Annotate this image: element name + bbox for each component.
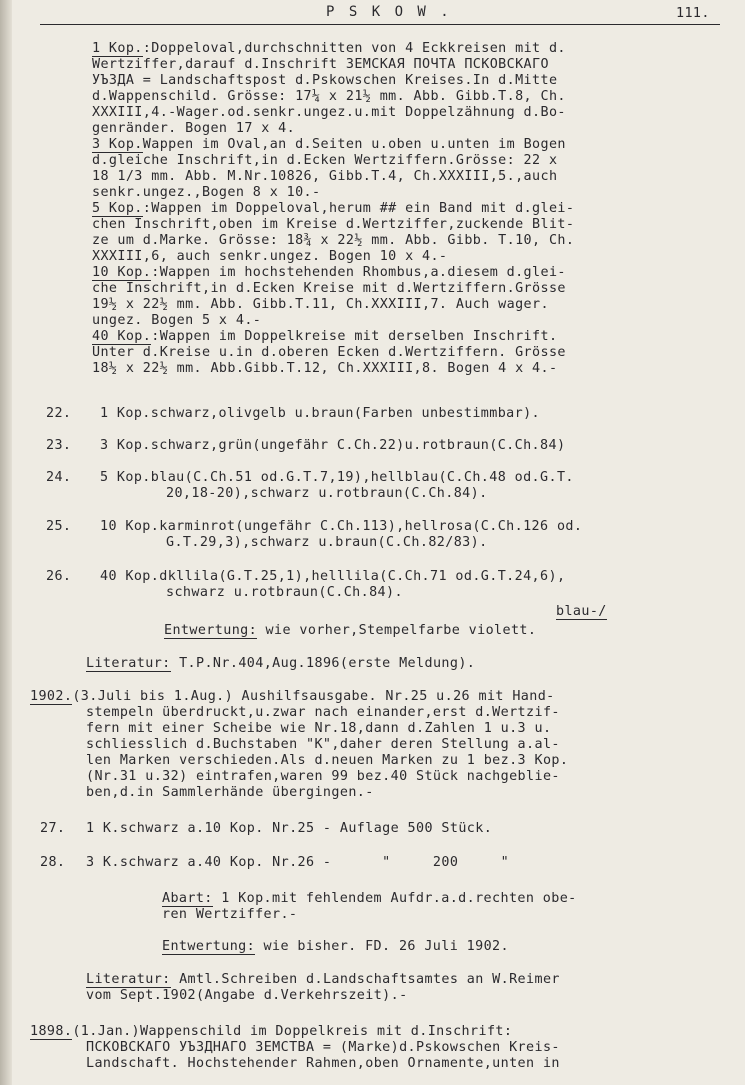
description-line (86, 737, 560, 753)
entry-text (100, 406, 540, 422)
description-line (92, 249, 447, 265)
entwertung-label: Entwertung: (164, 623, 258, 638)
entry-text-line: 5 Kop.blau(C.Ch.51 od.G.T.7,19),hellblau(C.Ch.48 od.G.T. (100, 470, 574, 485)
literatur-label: Literatur: (86, 656, 171, 671)
entry-text (166, 585, 403, 601)
entry-text-line: 1 Kop.schwarz,olivgelb u.braun(Farben unbestimmbar). (100, 406, 541, 421)
entry-text-line: 3 K.schwarz a.40 Kop. Nr.26 - " 200 " (86, 855, 510, 870)
abart-label: Abart: (162, 891, 213, 906)
description-text: (Nr.31 u.32) eintrafen,waren 99 bez.40 Stück nachgeblie- (86, 769, 560, 784)
description-text: Landschaft. Hochstehender Rahmen,oben Ornamente,unten in (86, 1056, 560, 1071)
description-text: :Doppeloval,durchschnitten von 4 Eckkreisen mit d. (142, 41, 566, 56)
description-text: d.gleiche Inschrift,in d.Ecken Wertziffern.Grösse: 22 x (92, 153, 558, 168)
entry-number (46, 406, 71, 422)
description-line (92, 121, 295, 137)
entry-text (100, 470, 574, 486)
entry-text-line: 20,18-20),schwarz u.rotbraun(C.Ch.84). (166, 486, 488, 501)
literatur-line (86, 656, 475, 672)
value-label: 10 Kop. (92, 265, 152, 280)
year-label: 1898. (30, 1024, 73, 1039)
entwertung-label: Entwertung: (162, 939, 256, 954)
entwertung-text: wie bisher. FD. 26 Juli 1902. (255, 939, 509, 954)
entry-text-line: 40 Kop.dkllila(G.T.25,1),helllila(C.Ch.71 od.G.T.24,6), (100, 569, 566, 584)
entry-number (46, 519, 71, 535)
description-text: len Marken verschieden.Als d.neuen Marken zu 1 bez.3 Kop. (86, 753, 569, 768)
value-label: 1 Kop. (92, 41, 143, 56)
description-line (92, 297, 549, 313)
literatur-line (86, 972, 560, 988)
literatur-line (86, 988, 408, 1004)
handwritten-insert (556, 604, 607, 620)
description-line (92, 345, 566, 361)
entry-number (46, 569, 71, 585)
entry-number (46, 438, 71, 454)
literatur-text: Amtl.Schreiben d.Landschaftsamtes an W.Reimer (170, 972, 560, 987)
description-line (86, 705, 560, 721)
page-number: 111. (676, 6, 710, 21)
description-text: XXXIII,6, auch senkr.ungez. Bogen 10 x 4.- (92, 249, 448, 264)
description-text: Wappen im Oval,an d.Seiten u.oben u.unten im Bogen (142, 137, 566, 152)
entwertung-line (164, 623, 536, 639)
entry-number-text: 25. (46, 519, 72, 534)
description-line (86, 785, 374, 801)
description-text: (1.Jan.)Wappenschild im Doppelkreis mit d.Inschrift: (72, 1024, 513, 1039)
entry-text (86, 855, 509, 871)
entry-number-text: 27. (40, 821, 66, 836)
description-text: senkr.ungez.,Bogen 8 x 10.- (92, 185, 321, 200)
description-line (92, 313, 261, 329)
entry-text (100, 569, 565, 585)
value-label: 5 Kop. (92, 201, 143, 216)
entry-number (40, 855, 65, 871)
entry-text-line: G.T.29,3),schwarz u.braun(C.Ch.82/83). (166, 535, 488, 550)
entwertung-text: wie vorher,Stempelfarbe violett. (257, 623, 537, 638)
description-text: schliesslich d.Buchstaben "K",daher deren Stellung a.al- (86, 737, 560, 752)
description-text: ben,d.in Sammlerhände übergingen.- (86, 785, 374, 800)
entry-text-line: schwarz u.rotbraun(C.Ch.84). (166, 585, 403, 600)
description-line (92, 89, 566, 105)
description-line (92, 265, 566, 281)
description-line (86, 753, 568, 769)
description-line (92, 201, 574, 217)
description-text: ПСКОВСКАГО УЪЗДНАГО ЗЕМСТВА = (Marke)d.Pskowschen Kreis- (86, 1040, 560, 1055)
description-line (92, 217, 574, 233)
description-text: ungez. Bogen 5 x 4.- (92, 313, 262, 328)
description-text: (3.Juli bis 1.Aug.) Aushilfsausgabe. Nr.25 u.26 mit Hand- (72, 689, 555, 704)
entry-text-line: 3 Kop.schwarz,grün(ungefähr C.Ch.22)u.rotbraun(C.Ch.84) (100, 438, 566, 453)
description-line (86, 1040, 560, 1056)
description-line (92, 73, 557, 89)
description-line (86, 721, 551, 737)
description-text: XXXIII,4.-Wager.od.senkr.ungez.u.mit Doppelzähnung d.Bo- (92, 105, 566, 120)
description-line (30, 1024, 512, 1040)
description-line (92, 105, 566, 121)
description-text: :Wappen im hochstehenden Rhombus,a.diesem d.glei- (151, 265, 566, 280)
description-line (92, 185, 320, 201)
page-header-title: P S K O W . (326, 4, 452, 20)
description-text: 19½ x 22½ mm. Abb. Gibb.T.11, Ch.XXXIII,7. Auch wager. (92, 297, 549, 312)
description-text: genränder. Bogen 17 x 4. (92, 121, 296, 136)
description-line (92, 41, 566, 57)
entry-text (86, 821, 492, 837)
entwertung-line (162, 939, 509, 955)
description-text: :Wappen im Doppelkreise mit derselben Inschrift. (151, 329, 558, 344)
description-text: stempeln überdruckt,u.zwar nach einander,erst d.Wertzif- (86, 705, 560, 720)
description-line (92, 57, 549, 73)
abart-text: ren Wertziffer.- (162, 907, 298, 922)
entry-number-text: 24. (46, 470, 72, 485)
description-line (92, 169, 557, 185)
description-line (86, 1056, 560, 1072)
literatur-label: Literatur: (86, 972, 171, 987)
entry-number (40, 821, 65, 837)
abart-line (162, 907, 297, 923)
abart-line (162, 891, 577, 907)
description-text: Unter d.Kreise u.in d.oberen Ecken d.Wertziffern. Grösse (92, 345, 566, 360)
description-text: che Inschrift,in d.Ecken Kreise mit d.Wertziffern.Grösse (92, 281, 566, 296)
description-text: УЪЗДА = Landschaftspost d.Pskowschen Kreises.In d.Mitte (92, 73, 558, 88)
page-edge-shadow (0, 0, 12, 1085)
entry-number-text: 28. (40, 855, 66, 870)
header-rule (40, 24, 720, 25)
description-text: 18½ x 22½ mm. Abb.Gibb.T.12, Ch.XXXIII,8. Bogen 4 x 4.- (92, 361, 558, 376)
entry-text (100, 519, 582, 535)
description-line (30, 689, 555, 705)
description-line (92, 137, 566, 153)
description-line (92, 233, 574, 249)
description-line (92, 281, 566, 297)
description-line (92, 153, 557, 169)
abart-text: 1 Kop.mit fehlendem Aufdr.a.d.rechten obe- (212, 891, 577, 906)
entry-number-text: 26. (46, 569, 72, 584)
year-label: 1902. (30, 689, 73, 704)
description-text: chen Inschrift,oben im Kreise d.Wertziffer,zuckende Blit- (92, 217, 575, 232)
description-text: ze um d.Marke. Grösse: 18¾ x 22½ mm. Abb. Gibb. T.10, Ch. (92, 233, 575, 248)
description-text: Wertziffer,darauf d.Inschrift ЗЕМСКАЯ ПОЧТА ПСКОВСКАГО (92, 57, 549, 72)
description-text: 18 1/3 mm. Abb. M.Nr.10826, Gibb.T.4, Ch.XXXIII,5.,auch (92, 169, 558, 184)
entry-text (100, 438, 565, 454)
entry-number-text: 23. (46, 438, 72, 453)
insert-text: blau-/ (556, 604, 607, 619)
description-text: :Wappen im Doppeloval,herum ## ein Band mit d.glei- (142, 201, 575, 216)
literatur-text: vom Sept.1902(Angabe d.Verkehrszeit).- (86, 988, 408, 1003)
entry-text-line: 10 Kop.karminrot(ungefähr C.Ch.113),hellrosa(C.Ch.126 od. (100, 519, 583, 534)
description-line (92, 329, 557, 345)
description-text: fern mit einer Scheibe wie Nr.18,dann d.Zahlen 1 u.3 u. (86, 721, 552, 736)
entry-number (46, 470, 71, 486)
entry-text (166, 486, 488, 502)
value-label: 3 Kop. (92, 137, 143, 152)
entry-number-text: 22. (46, 406, 72, 421)
literatur-text: T.P.Nr.404,Aug.1896(erste Meldung). (170, 656, 476, 671)
description-line (86, 769, 560, 785)
value-label: 40 Kop. (92, 329, 152, 344)
entry-text-line: 1 K.schwarz a.10 Kop. Nr.25 - Auflage 500 Stück. (86, 821, 493, 836)
description-text: d.Wappenschild. Grösse: 17¼ x 21½ mm. Abb. Gibb.T.8, Ch. (92, 89, 566, 104)
description-line (92, 361, 557, 377)
entry-text (166, 535, 488, 551)
